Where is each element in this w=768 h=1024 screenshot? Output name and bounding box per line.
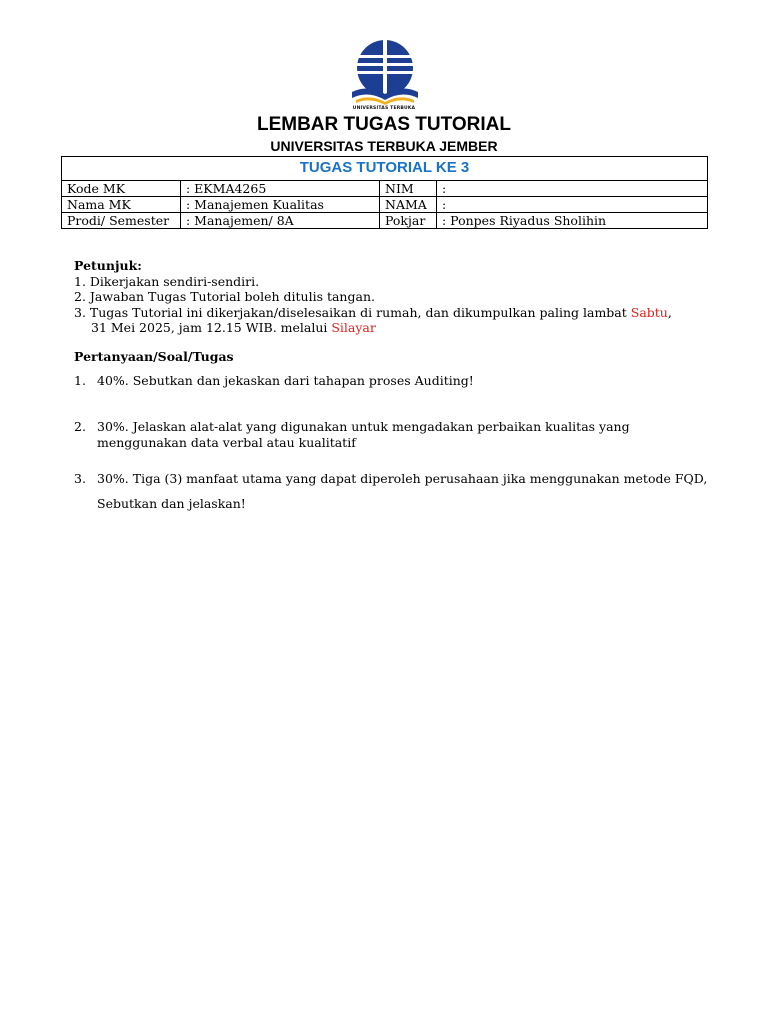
- label-nim: NIM: [380, 181, 437, 197]
- label-pokjar: Pokjar: [380, 213, 437, 229]
- instruction-item: 2. Jawaban Tugas Tutorial boleh ditulis tangan.: [74, 289, 375, 304]
- value-kode-mk: : EKMA4265: [181, 181, 380, 197]
- question-text: 30%. Tiga (3) manfaat utama yang dapat diperoleh perusahaan jika menggunakan metode FQD,: [97, 471, 708, 486]
- question-item: [74, 373, 714, 389]
- questions-heading: Pertanyaan/Soal/Tugas: [74, 349, 234, 364]
- value-prodi-semester: : Manajemen/ 8A: [181, 213, 380, 229]
- universitas-terbuka-logo: [348, 38, 422, 114]
- label-nama: NAMA: [380, 197, 437, 213]
- table-heading: TUGAS TUTORIAL KE 3: [62, 157, 708, 181]
- logo-caption: UNIVERSITAS TERBUKA: [352, 106, 416, 111]
- submission-platform: Silayar: [331, 320, 376, 335]
- label-kode-mk: Kode MK: [62, 181, 181, 197]
- question-number: 1.: [74, 373, 86, 388]
- deadline-day: Sabtu: [630, 304, 668, 320]
- instruction-item: [74, 305, 714, 321]
- instructions-heading: Petunjuk:: [74, 258, 142, 273]
- instruction-item-continued: [74, 320, 714, 336]
- instruction-text: ,: [667, 304, 672, 320]
- value-nim: :: [437, 181, 708, 197]
- question-item: [74, 419, 714, 450]
- label-prodi-semester: Prodi/ Semester: [62, 213, 181, 229]
- table-row: [62, 213, 708, 229]
- instruction-text: 3. Tugas Tutorial ini dikerjakan/diselesaikan di rumah, dan dikumpulkan paling lambat: [74, 304, 631, 320]
- label-nama-mk: Nama MK: [62, 197, 181, 213]
- question-text: 40%. Sebutkan dan jekaskan dari tahapan proses Auditing!: [97, 373, 474, 388]
- instructions: [74, 258, 714, 336]
- question-text-continued: Sebutkan dan jelaskan!: [97, 495, 246, 511]
- table-row: [62, 197, 708, 213]
- question-text: 30%. Jelaskan alat-alat yang digunakan untuk mengadakan perbaikan kualitas yang menggunakan data verbal atau kualitatif: [97, 419, 630, 450]
- question-number: 3.: [74, 471, 86, 486]
- value-nama: :: [437, 197, 708, 213]
- question-item: [74, 471, 714, 511]
- page-title: LEMBAR TUGAS TUTORIAL: [256, 114, 512, 135]
- instruction-item: 1. Dikerjakan sendiri-sendiri.: [74, 273, 260, 289]
- value-pokjar: : Ponpes Riyadus Sholihin: [437, 213, 708, 229]
- value-nama-mk: : Manajemen Kualitas: [181, 197, 380, 213]
- course-info-table: [61, 156, 708, 229]
- page-subtitle: UNIVERSITAS TERBUKA JEMBER: [270, 138, 498, 154]
- table-row: [62, 181, 708, 197]
- instruction-text: 31 Mei 2025, jam 12.15 WIB. melalui: [91, 320, 332, 335]
- question-number: 2.: [74, 419, 86, 434]
